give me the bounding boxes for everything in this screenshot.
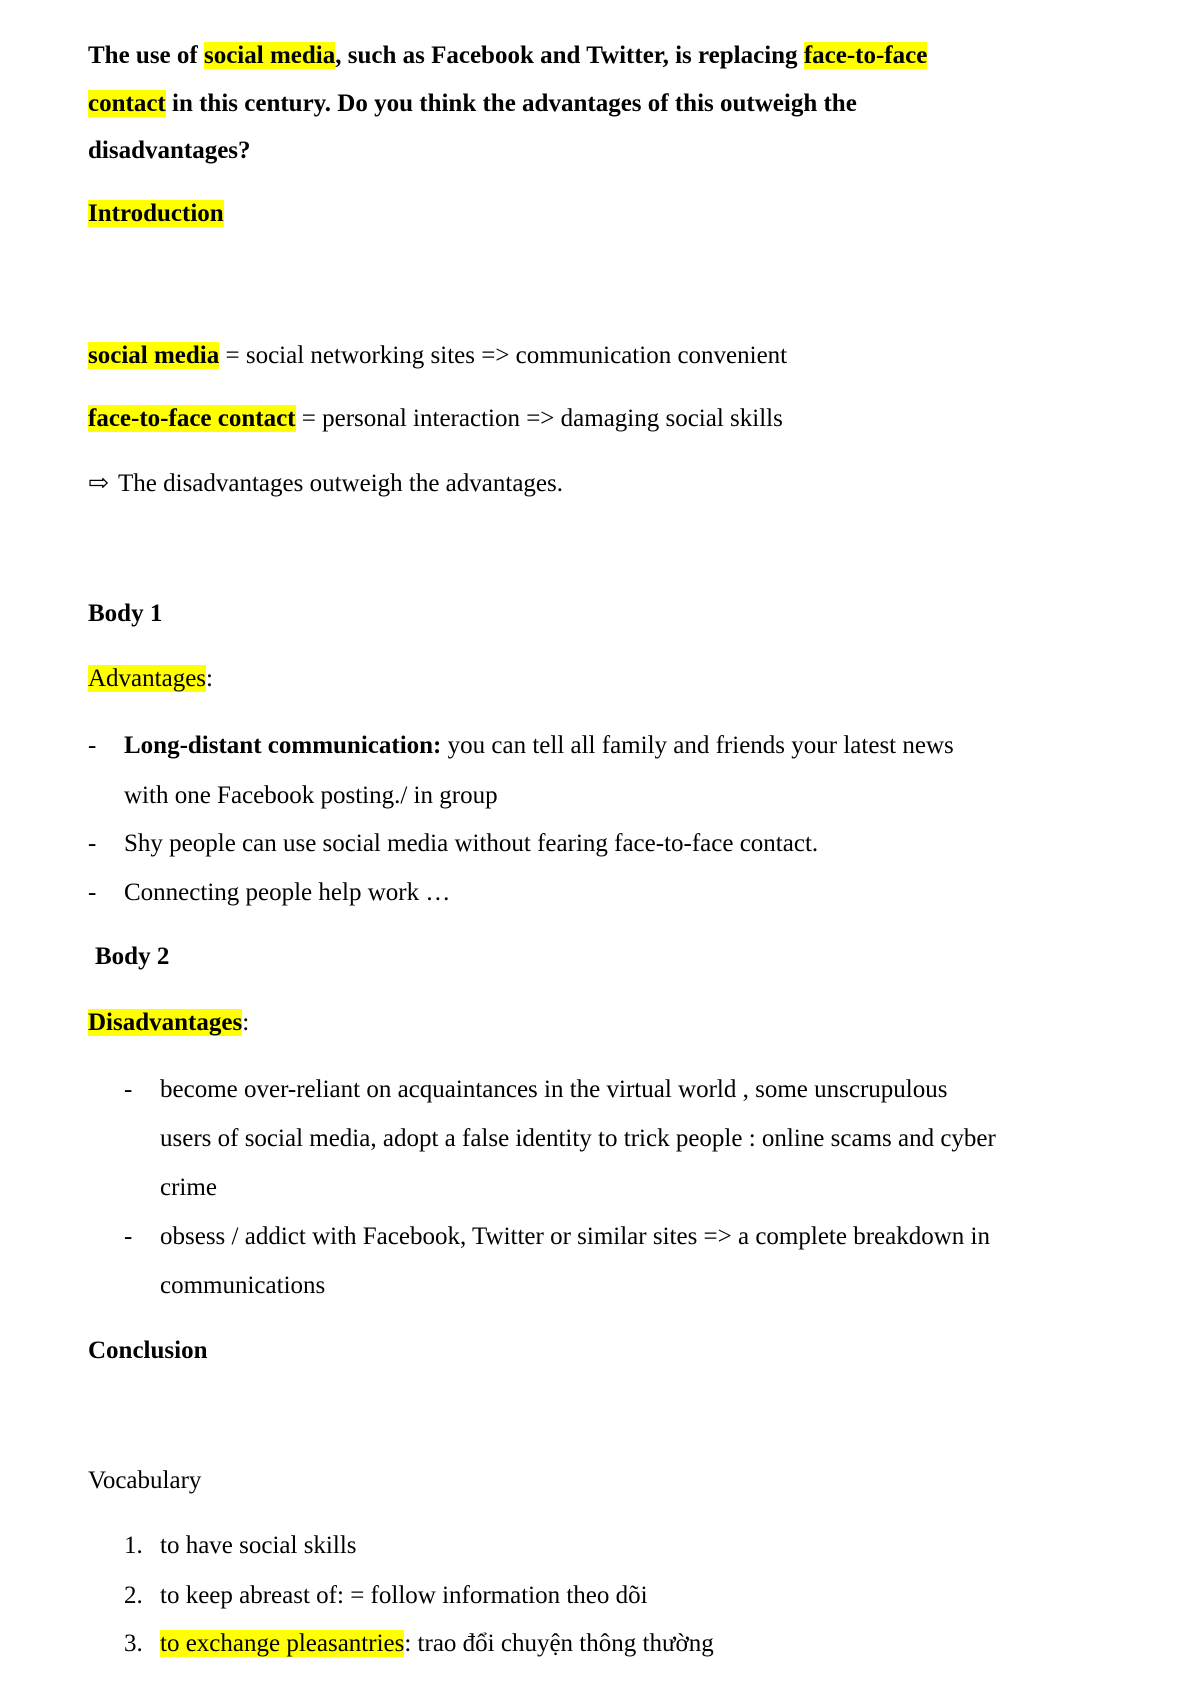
vocabulary-heading-text: Vocabulary	[88, 1467, 202, 1494]
vocab-number	[124, 1628, 143, 1660]
advantages-label	[88, 663, 213, 695]
vocab-highlight-text: to exchange pleasantries	[160, 1630, 405, 1657]
prompt-line-3	[88, 135, 251, 167]
advantage-item-bold: Long-distant communication:	[124, 732, 442, 759]
advantage-item-1	[124, 730, 954, 762]
advantage-item-text: Connecting people help work …	[124, 879, 451, 906]
bullet-dash: -	[124, 1223, 133, 1250]
advantage-item-text: you can tell all family and friends your latest news	[441, 732, 954, 759]
advantage-item-2	[124, 828, 818, 860]
vocab-number-text: 2.	[124, 1582, 143, 1609]
vocab-item-2	[160, 1580, 648, 1612]
advantage-item-text: Shy people can use social media without fearing face-to-face contact.	[124, 830, 819, 857]
introduction-heading	[88, 198, 224, 230]
highlight-contact: contact	[88, 90, 166, 117]
body1-heading-text: Body 1	[88, 600, 163, 627]
disadvantage-item-1-line-2	[160, 1123, 996, 1155]
colon: :	[404, 1630, 412, 1657]
definition-text: = social networking sites => communication convenient	[219, 342, 788, 369]
vocab-item-text: to keep abreast of: = follow information theo dõi	[160, 1582, 648, 1609]
disadvantage-item-text: become over-reliant on acquaintances in the virtual world , some unscrupulous	[160, 1076, 948, 1103]
bullet-dash: -	[88, 879, 97, 906]
list-item	[88, 877, 96, 909]
vocab-item-text: to have social skills	[160, 1532, 357, 1559]
list-item	[124, 1074, 132, 1106]
body2-heading	[95, 941, 169, 973]
intro-conclusion	[88, 468, 563, 500]
conclusion-heading	[88, 1335, 207, 1367]
bullet-dash: -	[88, 732, 97, 759]
disadvantage-item-text: communications	[160, 1272, 326, 1299]
disadvantage-item-1-line-3	[160, 1172, 217, 1204]
term-face-to-face-contact: face-to-face contact	[88, 405, 296, 432]
arrow-right-icon: ⇨	[88, 470, 109, 497]
disadvantage-item-text: users of social media, adopt a false identity to trick people : online scams and cyber	[160, 1125, 996, 1152]
disadvantage-item-2-line-2	[160, 1270, 325, 1302]
body2-heading-text: Body 2	[95, 943, 170, 970]
prompt-text: in this century. Do you think the advantages of this outweigh the	[165, 90, 857, 117]
vocab-item-text: trao đổi chuyện thông thường	[411, 1630, 714, 1657]
disadvantage-item-text: crime	[160, 1174, 217, 1201]
intro-definition-2	[88, 403, 783, 435]
disadvantage-item-2-line-1	[160, 1221, 990, 1253]
disadvantages-label-text: Disadvantages	[88, 1009, 243, 1036]
vocab-number	[124, 1530, 143, 1562]
advantage-item-text: with one Facebook posting./ in group	[124, 782, 498, 809]
vocab-number-text: 3.	[124, 1630, 143, 1657]
bullet-dash: -	[124, 1076, 133, 1103]
term-social-media: social media	[88, 342, 220, 369]
vocab-number	[124, 1580, 143, 1612]
prompt-line-2	[88, 88, 857, 120]
list-item	[88, 730, 96, 762]
list-item	[124, 1221, 132, 1253]
vocab-item-3	[160, 1628, 714, 1660]
prompt-text: disadvantages?	[88, 137, 251, 164]
body1-heading	[88, 598, 162, 630]
prompt-line-1	[88, 40, 927, 72]
disadvantage-item-1-line-1	[160, 1074, 947, 1106]
list-item	[88, 828, 96, 860]
colon: :	[206, 665, 213, 692]
introduction-heading-text: Introduction	[88, 200, 224, 227]
vocab-item-1	[160, 1530, 357, 1562]
prompt-text: The use of	[88, 42, 204, 69]
prompt-text: , such as Facebook and Twitter, is replacing	[335, 42, 804, 69]
bullet-dash: -	[88, 830, 97, 857]
advantage-item-3	[124, 877, 450, 909]
colon: :	[242, 1009, 250, 1036]
vocab-number-text: 1.	[124, 1532, 143, 1559]
disadvantage-item-text: obsess / addict with Facebook, Twitter or similar sites => a complete breakdown in	[160, 1223, 990, 1250]
disadvantages-label	[88, 1007, 249, 1039]
definition-text: = personal interaction => damaging social skills	[295, 405, 783, 432]
advantage-item-1-cont	[124, 780, 498, 812]
advantages-label-text: Advantages	[88, 665, 207, 692]
conclusion-heading-text: Conclusion	[88, 1337, 208, 1364]
intro-conclusion-text: The disadvantages outweigh the advantages.	[118, 470, 563, 497]
highlight-face-to-face: face-to-face	[803, 42, 928, 69]
highlight-social-media: social media	[203, 42, 336, 69]
intro-definition-1	[88, 340, 787, 372]
vocabulary-heading	[88, 1465, 201, 1497]
